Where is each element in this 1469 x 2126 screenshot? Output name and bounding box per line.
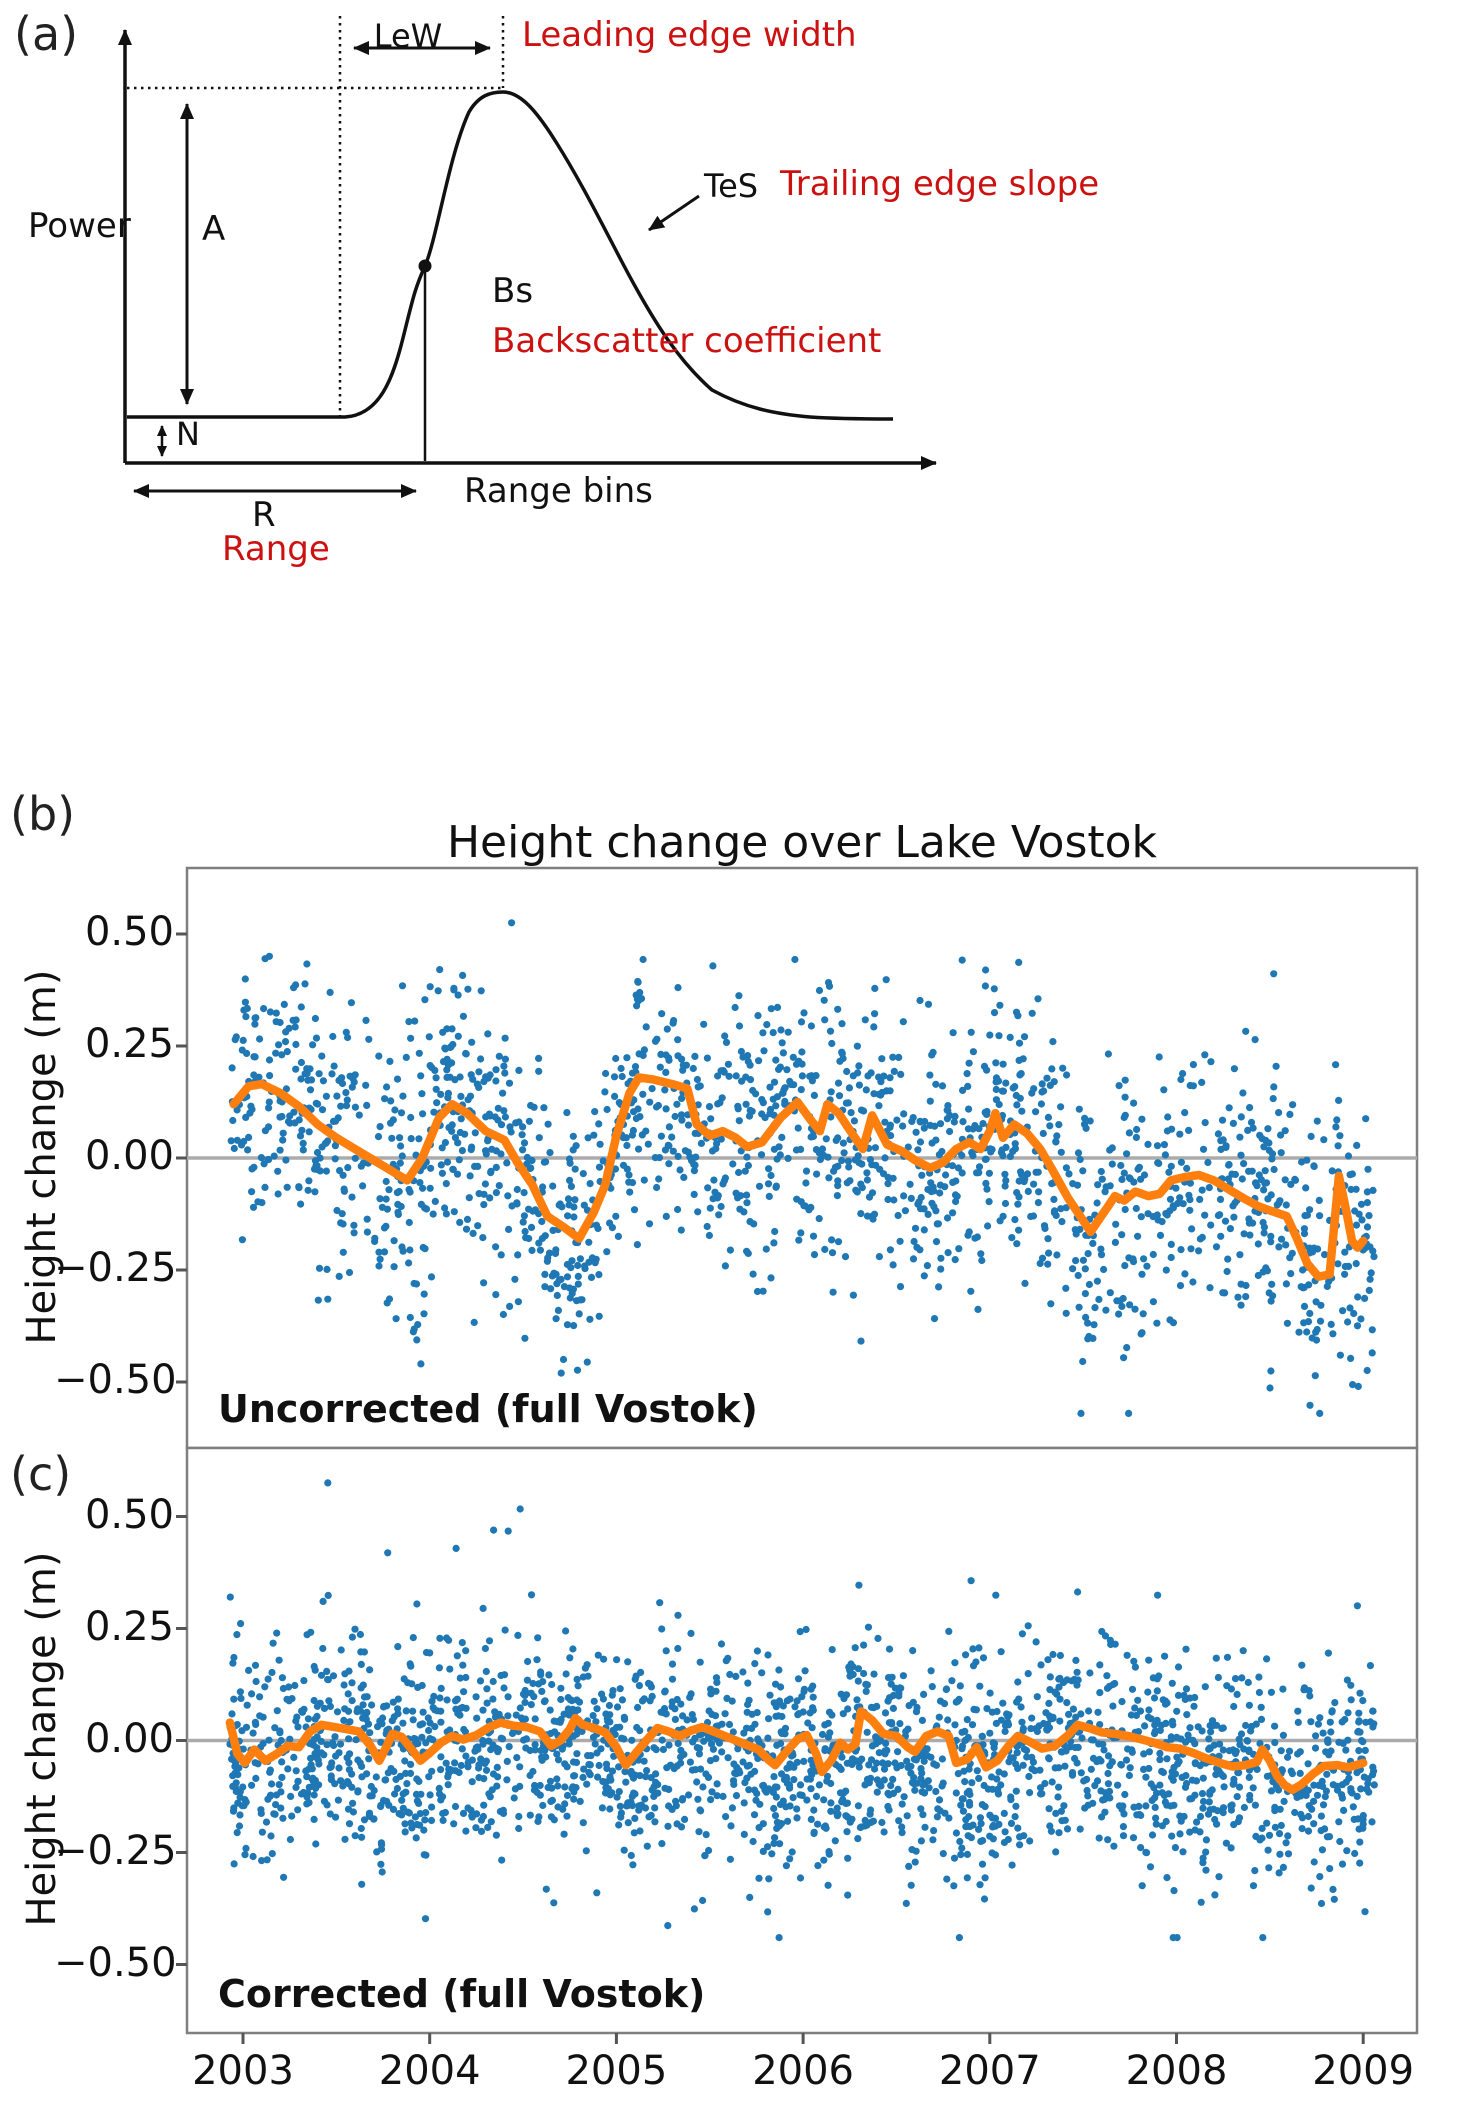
backscatter-coefficient-label: Backscatter coefficient [492, 321, 882, 361]
range-label: Range [222, 529, 330, 569]
waveform-curve [127, 92, 893, 419]
amplitude-label: A [202, 209, 226, 249]
tes-label: TeS [704, 167, 759, 205]
y-tick-label-c-0.25: 0.25 [84, 1603, 174, 1650]
panel-b-y-axis-label: Height change (m) [19, 969, 65, 1345]
x-tick-label-2005: 2005 [565, 2048, 668, 2094]
waveform-diagram [125, 16, 936, 491]
panel-a-letter: (a) [14, 7, 79, 61]
y-tick-label-b-−0.50: −0.50 [54, 1357, 177, 1403]
lew-label: LeW [373, 17, 443, 55]
bs-label: Bs [492, 271, 534, 311]
y-tick-label-b-0.25: 0.25 [84, 1021, 174, 1067]
y-tick-label-b-0.00: 0.00 [84, 1133, 174, 1179]
panel-c-letter: (c) [10, 1447, 72, 1501]
y-tick-label-c-0.50: 0.50 [84, 1491, 174, 1538]
panel-c-annotation: Corrected (full Vostok) [218, 1972, 706, 2016]
retrack-point-marker [419, 260, 432, 273]
y-tick-label-b-0.50: 0.50 [84, 909, 174, 955]
power-axis-label: Power [28, 206, 131, 246]
trailing-edge-slope-label: Trailing edge slope [780, 164, 1100, 204]
x-tick-label-2004: 2004 [378, 2048, 481, 2094]
x-tick-label-2003: 2003 [192, 2048, 294, 2094]
x-tick-label-2006: 2006 [752, 2048, 854, 2094]
x-tick-label-2009: 2009 [1312, 2048, 1415, 2094]
panel-b-letter: (b) [10, 787, 76, 841]
y-tick-label-c-0.00: 0.00 [84, 1715, 174, 1762]
range-bins-axis-label: Range bins [464, 471, 653, 511]
scatter-panels [176, 868, 1417, 2044]
leading-edge-width-label: Leading edge width [522, 15, 857, 55]
r-label: R [252, 495, 276, 535]
chart-title: Height change over Lake Vostok [446, 817, 1158, 868]
panel-c-y-axis-label: Height change (m) [19, 1551, 65, 1927]
y-tick-label-b-−0.25: −0.25 [54, 1245, 177, 1291]
noise-label: N [176, 415, 200, 453]
tes-pointer-arrow [649, 196, 699, 230]
x-tick-label-2008: 2008 [1125, 2048, 1228, 2094]
y-tick-label-c-−0.50: −0.50 [54, 1939, 177, 1986]
panel-b-annotation: Uncorrected (full Vostok) [218, 1387, 758, 1431]
x-tick-label-2007: 2007 [938, 2048, 1041, 2094]
y-tick-label-c-−0.25: −0.25 [54, 1827, 177, 1874]
